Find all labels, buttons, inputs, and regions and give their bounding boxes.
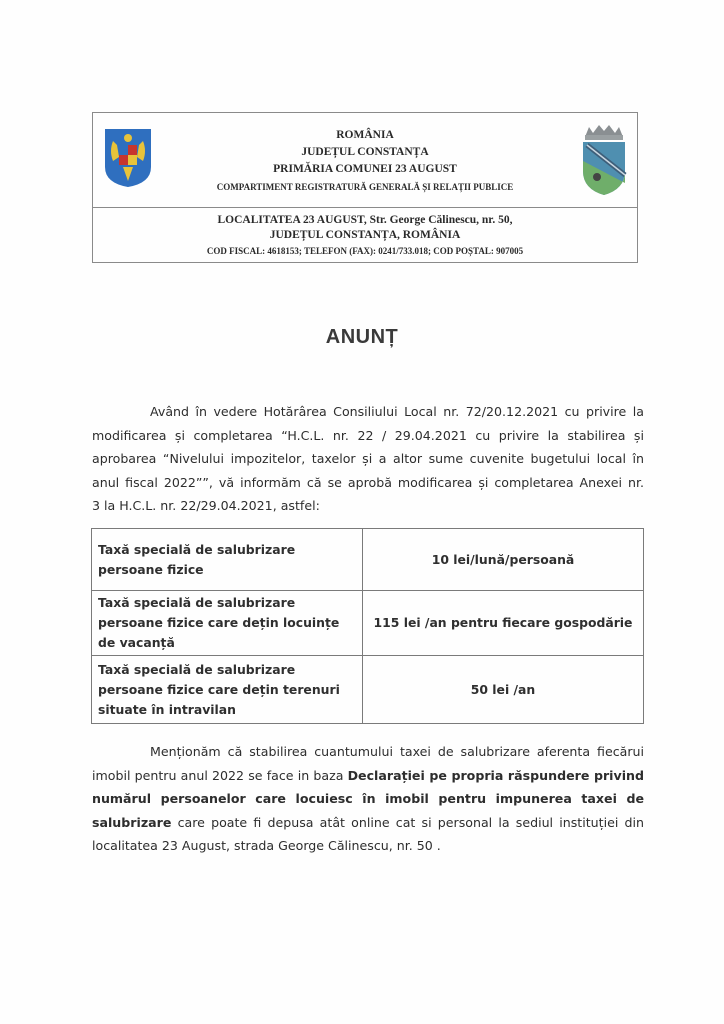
fee-description: Taxă specială de salubrizare persoane fizice bbox=[92, 529, 363, 591]
page-title: ANUNȚ bbox=[325, 326, 399, 348]
letterhead-address bbox=[93, 208, 637, 263]
address-line-1: LOCALITATEA 23 AUGUST, Str. George Călinescu, nr. 50, bbox=[217, 214, 513, 226]
fee-amount: 50 lei /an bbox=[363, 656, 644, 724]
intro-line: Având în vedere Hotărârea Consiliului Local nr. 72/20.12.2021 cu privire la bbox=[150, 404, 644, 419]
table-row bbox=[92, 529, 644, 591]
fee-description: Taxă specială de salubrizare persoane fizice care dețin locuințe de vacanță bbox=[92, 591, 363, 656]
intro-line: aprobarea “Nivelului impozitelor, taxelor și a altor sume cuvenite bugetului local în bbox=[92, 451, 644, 466]
table-row bbox=[92, 656, 644, 724]
fees-table bbox=[91, 528, 644, 724]
intro-paragraph bbox=[92, 400, 644, 518]
fee-amount: 10 lei/lună/persoană bbox=[363, 529, 644, 591]
closing-paragraph bbox=[92, 740, 644, 858]
address-line-2: JUDEȚUL CONSTANȚA, ROMÂNIA bbox=[269, 229, 461, 241]
header-department: COMPARTIMENT REGISTRATURĂ GENERALĂ ȘI RELAȚII PUBLICE bbox=[216, 182, 514, 192]
fee-description: Taxă specială de salubrizare persoane fizice care dețin terenuri situate în intravilan bbox=[92, 656, 363, 724]
header-institution: PRIMĂRIA COMUNEI 23 AUGUST bbox=[273, 163, 457, 175]
letterhead-top bbox=[93, 113, 637, 208]
commune-coat-of-arms-icon bbox=[579, 123, 629, 198]
intro-line: 3 la H.C.L. nr. 22/29.04.2021, astfel: bbox=[92, 498, 320, 513]
fee-amount: 115 lei /an pentru fiecare gospodărie bbox=[363, 591, 644, 656]
contact-line: COD FISCAL: 4618153; TELEFON (FAX): 0241/733.018; COD POȘTAL: 907005 bbox=[206, 246, 524, 256]
closing-text-1: Menționăm că stabilirea cuantumului taxei de salubrizare aferenta fiecărui imobil pentru anul 2022 se face in baza bbox=[92, 744, 644, 783]
declaration-name: Declarației pe propria răspundere privind numărul persoanelor care locuiesc în imobil pentru impunerea taxei de salubrizare bbox=[92, 767, 644, 830]
closing-text-2: care poate fi depusa atât online cat si personal la sediul instituției din localitatea 23 August, strada George Călinescu, nr. 50 . bbox=[92, 814, 644, 853]
header-county: JUDEȚUL CONSTANȚA bbox=[301, 146, 429, 158]
intro-line: modificarea și completarea “H.C.L. nr. 22 / 29.04.2021 cu privire la stabilirea și bbox=[92, 427, 644, 443]
table-row bbox=[92, 591, 644, 656]
header-country: ROMÂNIA bbox=[336, 129, 394, 141]
letterhead bbox=[92, 112, 638, 263]
intro-line: anul fiscal 2022””, vă informăm că se aprobă modificarea și completarea Anexei nr. bbox=[92, 474, 644, 490]
